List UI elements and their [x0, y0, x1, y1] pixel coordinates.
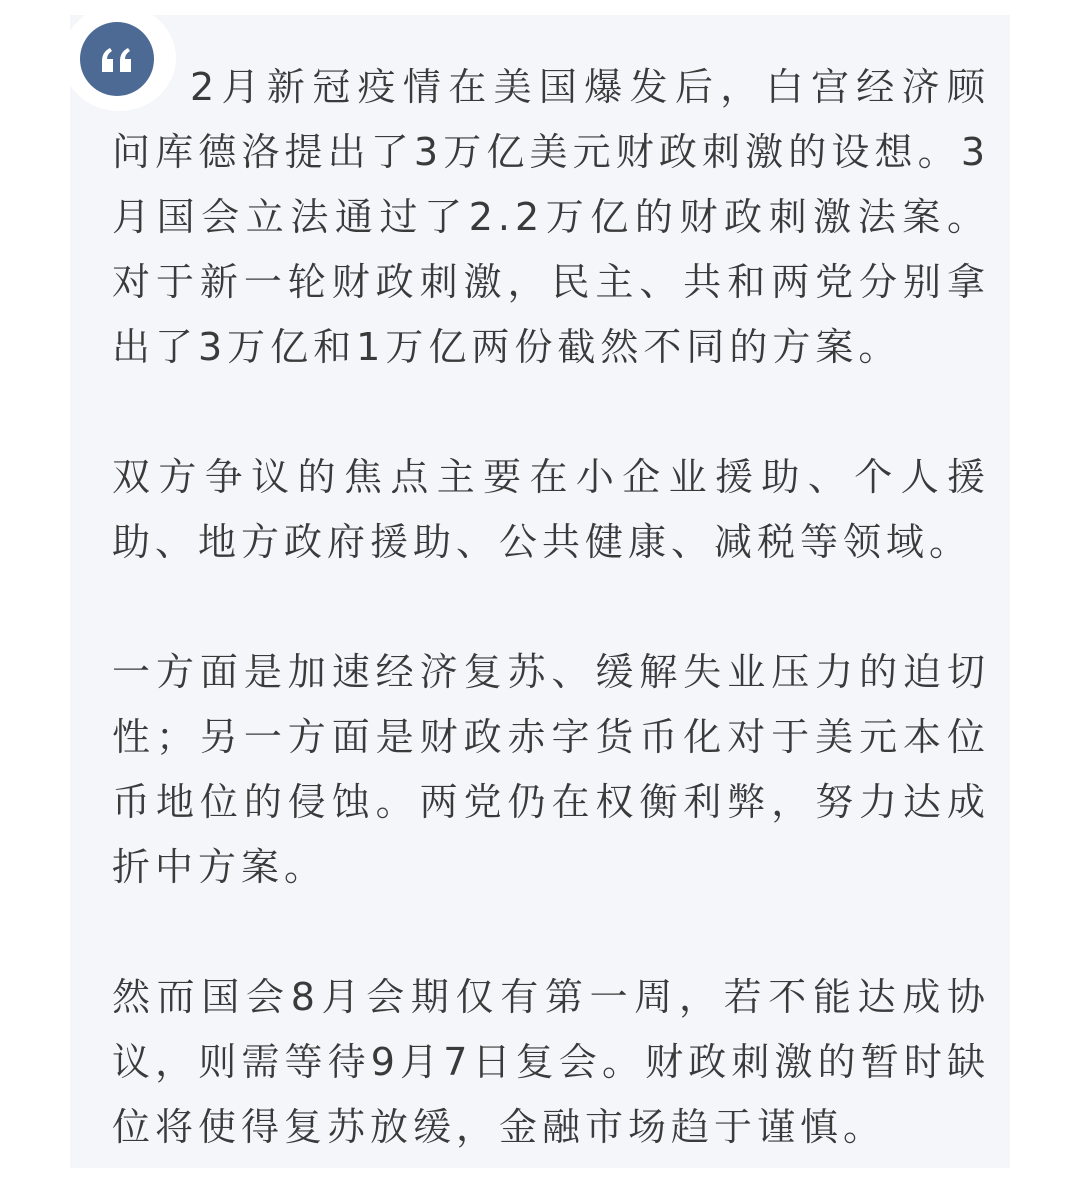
article-paragraph: 2月新冠疫情在美国爆发后，白宫经济顾问库德洛提出了3万亿美元财政刺激的设想。3月国会立法通过了2.2万亿的财政刺激法案。对于新一轮财政刺激，民主、共和两党分别拿出了3万亿和1万亿两份截然不同的方案。 — [112, 65, 990, 369]
article-paragraph: 双方争议的焦点主要在小企业援助、个人援助、地方政府援助、公共健康、减税等领域。 — [112, 455, 990, 564]
article-paragraph: 一方面是加速经济复苏、缓解失业压力的迫切性；另一方面是财政赤字货币化对于美元本位币地位的侵蚀。两党仍在权衡利弊，努力达成折中方案。 — [112, 650, 990, 889]
article-paragraph: 然而国会8月会期仅有第一周，若不能达成协议，则需等待9月7日复会。财政刺激的暂时缺位将使得复苏放缓，金融市场趋于谨慎。 — [112, 975, 990, 1149]
article-body — [112, 55, 990, 1160]
